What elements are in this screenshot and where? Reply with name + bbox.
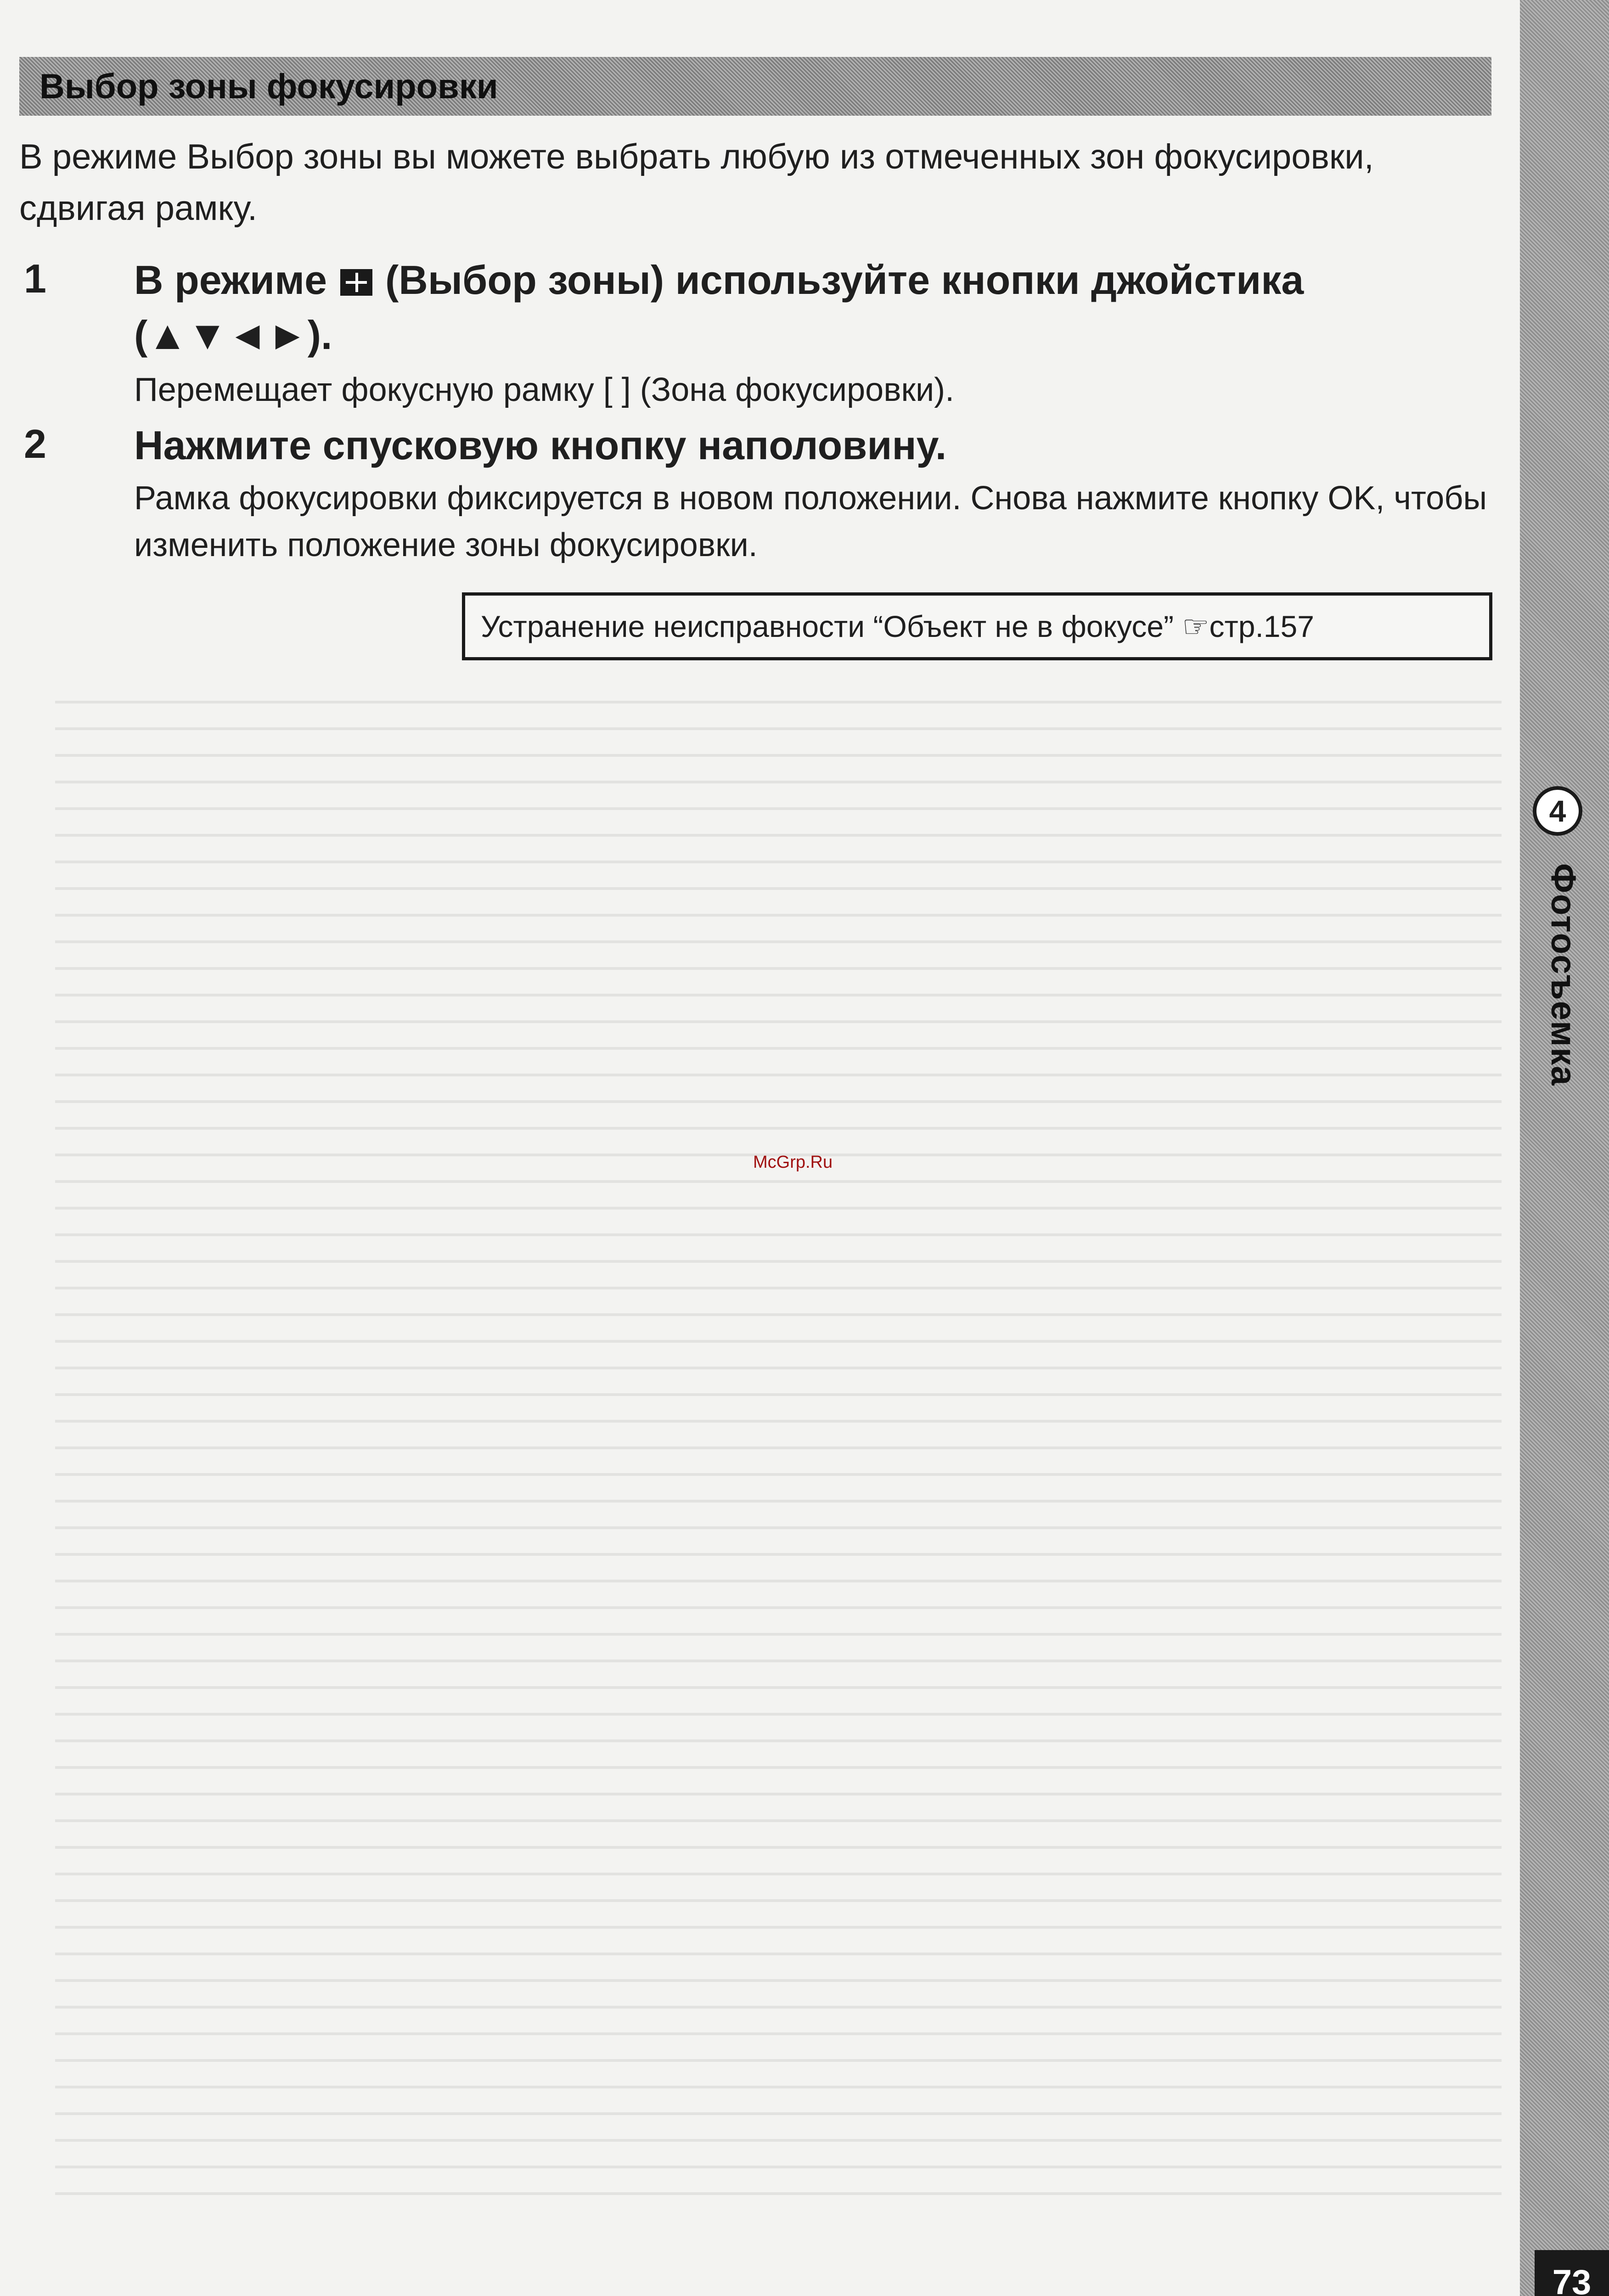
bleed-through-background — [55, 680, 1502, 2195]
step-2-heading: Нажмите спусковую кнопку наполовину. — [134, 422, 947, 468]
page-number: 73 — [1535, 2250, 1609, 2296]
step-1-description: Перемещает фокусную рамку [ ] (Зона фокусировки). — [134, 371, 955, 408]
reference-text: Устранение неисправности “Объект не в фокусе” ☞стр.157 — [481, 609, 1314, 643]
troubleshooting-reference — [462, 592, 1492, 660]
section-title: Выбор зоны фокусировки — [39, 67, 498, 106]
select-zone-icon — [340, 269, 372, 296]
chapter-title: Фотосъемка — [1544, 863, 1583, 1086]
step-1-number: 1 — [24, 256, 46, 301]
step-1-heading-before-icon: В режиме — [134, 257, 327, 303]
step-1-heading — [134, 253, 1489, 363]
step-1-heading-after-icon: (Выбор зоны) используйте кнопки джойстика (▲▼◄►). — [134, 257, 1304, 358]
step-2-number: 2 — [24, 421, 46, 467]
intro-paragraph: В режиме Выбор зоны вы можете выбрать любую из отмеченных зон фокусировки, сдвигая рамку. — [19, 137, 1374, 228]
chapter-number: 4 — [1533, 786, 1582, 836]
watermark: McGrp.Ru — [753, 1153, 833, 1172]
step-2-description: Рамка фокусировки фиксируется в новом положении. Снова нажмите кнопку OK, чтобы изменить положение зоны фокусировки. — [134, 480, 1487, 563]
section-header — [19, 57, 1491, 116]
